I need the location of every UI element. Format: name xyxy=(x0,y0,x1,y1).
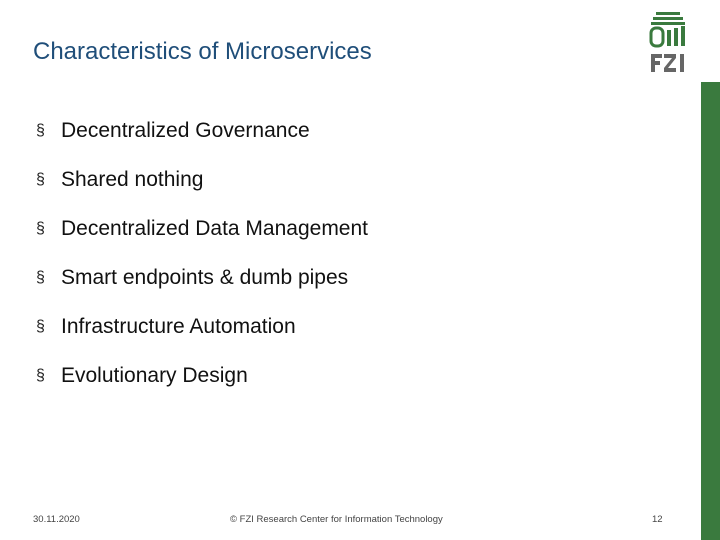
list-item xyxy=(36,264,368,313)
bullet-marker: § xyxy=(36,122,45,139)
fzi-logo-icon xyxy=(648,10,692,76)
bullet-text: Infrastructure Automation xyxy=(61,315,296,338)
bullet-marker: § xyxy=(36,367,45,384)
list-item xyxy=(36,215,368,264)
list-item xyxy=(36,313,368,362)
footer-copyright: © FZI Research Center for Information Technology xyxy=(230,514,443,525)
bullet-text: Decentralized Data Management xyxy=(61,217,369,240)
footer-date: 30.11.2020 xyxy=(33,514,80,525)
bullet-text: Shared nothing xyxy=(61,168,204,191)
bullet-text: Evolutionary Design xyxy=(61,364,248,387)
bullet-text: Smart endpoints & dumb pipes xyxy=(61,266,349,289)
list-item xyxy=(36,166,368,215)
bullet-marker: § xyxy=(36,269,45,286)
right-accent-bar xyxy=(701,82,720,540)
bullet-text: Decentralized Governance xyxy=(61,119,310,142)
slide-title: Characteristics of Microservices xyxy=(33,38,372,65)
list-item xyxy=(36,362,368,411)
bullet-list xyxy=(36,117,368,411)
bullet-marker: § xyxy=(36,318,45,335)
bullet-marker: § xyxy=(36,220,45,237)
page-number: 12 xyxy=(652,514,663,525)
list-item xyxy=(36,117,368,166)
bullet-marker: § xyxy=(36,171,45,188)
